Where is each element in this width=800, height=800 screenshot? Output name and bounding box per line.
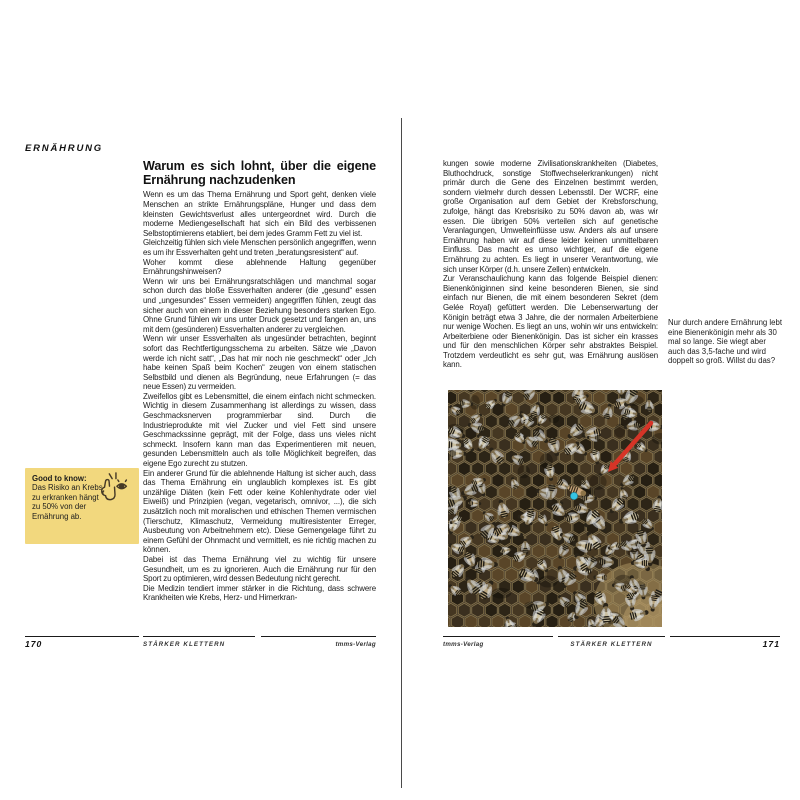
bee-colony-illustration <box>448 390 662 627</box>
page-number-left: 170 <box>25 639 43 649</box>
body-paragraph: Wenn wir unser Essverhalten als ungesünder betrachten, beginnt sofort das Rechtfertigungsschema zu arbeiten. Sätze wie „Davon werde ich nicht satt“, „Das hat mir noch nie geschmeckt“ oder „Ich habe keinen Spaß beim Kochen“ zeugen von einem statischen Selbstbild und dienen als Begründung, neue Erfahrungen (= das neue Essen) zu vermeiden. <box>143 334 376 392</box>
publisher-left: tmms-Verlag <box>335 641 376 648</box>
body-paragraph: Zur Veranschaulichung kann das folgende Beispiel dienen: Bienenköniginnen sind keine besonderen Bienen, sie sind einfach nur Bienen, die mit einem besonderen Sekret (dem Gelée Royal) gefüttert werden. Die Lebenserwartung der Königin beträgt etwa 3 Jahre, die der normalen Arbeiterbiene nur wenige Wochen. Es liegt an uns, wohin wir uns entwickeln: Arbeiterbiene oder Bienenkönigin. Das ist sicher ein krasses und für den menschlichen Körper sehr abstraktes Beispiel. Trotzdem verdeutlicht es sehr gut, was Ernährung auslösen kann. <box>443 274 658 370</box>
footer-rule <box>670 636 780 637</box>
body-paragraph: Dabei ist das Thema Ernährung viel zu wichtig für unsere Gesundheit, um es zu ignorieren. Auch die Ernährung nur für den Sport zu optimieren, wird dessen Bedeutung nicht gerecht. <box>143 554 376 584</box>
section-label: ERNÄHRUNG <box>25 143 103 154</box>
left-text-column <box>143 159 376 603</box>
page-number-right: 171 <box>762 639 780 649</box>
body-paragraph: Woher kommt diese ablehnende Haltung gegenüber Ernährungshinweisen? <box>143 257 376 277</box>
footer-rule <box>443 636 553 637</box>
footer-rule <box>261 636 376 637</box>
body-paragraph: Die Medizin tendiert immer stärker in die Richtung, dass schwere Krankheiten wie Krebs, Herz- und Hirnerkran- <box>143 583 376 603</box>
bee-photo <box>448 390 662 627</box>
body-paragraph: Zweifellos gibt es Lebensmittel, die einem einfach nicht schmecken. Wichtig in diesem Zusammenhang ist allerdings zu wissen, dass Geschmacksnerven programmierbar sind. Durch die Industrieprodukte mit viel Zucker und viel Fett sind unsere Geschmackssinne geprägt, mit der Folge, dass uns vieles nicht schmeckt. Insofern kann man das Experimentieren mit neuen, gesunden Lebensmitteln auch als tolle Möglichkeit begreifen, das eigene Ego zurecht zu stutzen. <box>143 391 376 469</box>
body-paragraph: Wenn wir uns bei Ernährungsratschlägen und manchmal sogar schon durch das bloße Essverhalten anderer (die „gesund“ essen und „ungesundes“ Essen vermeiden) angegriffen fühlen, zeugt das sicher auch von einem in dieser Beziehung besonders starken Ego. Ohne Grund fühlen wir uns unter Druck gesetzt und fangen an, uns mit dem (gesünderen) Essverhalten anderer zu vergleichen. <box>143 276 376 334</box>
body-paragraph: Gleichzeitig fühlen sich viele Menschen persönlich angegriffen, wenn es um ihr Essverhalten geht und treten „beratungsresistent“ auf. <box>143 238 376 257</box>
right-text-column <box>443 159 658 370</box>
article-title: Warum es sich lohnt, über die eigene Ernährung nachzudenken <box>143 159 376 188</box>
side-note: Nur durch andere Ernährung lebt eine Bienenkönigin mehr als 30 mal so lange. Sie wiegt aber auch das 3,5-fache und wird doppelt so groß. Willst du das? <box>668 318 782 365</box>
running-title-right: STÄRKER KLETTERN <box>570 641 653 648</box>
body-paragraph: kungen sowie moderne Zivilisationskrankheiten (Diabetes, Bluthochdruck, sonstige Stoffwechselerkrankungen) nicht primär durch die Gene des Einzelnen bestimmt werden, sondern vielmehr durch dessen Lebensstil. Der WCRF, eine große Organisation auf dem Gebiet der Krebsforschung, zufolge, hängt das Krebsrisiko zu 50% davon ab, was wir essen. Die übrigen 50% verteilen sich auf genetische Veranlagungen, Umwelteinflüsse usw. Anders als auf unsere Ernährung haben wir auf diese leider keinen unmittelbaren Einfluss. Das macht es umso wichtiger, auf die eigene Ernährung zu achten. Es liegt in unserer Verantwortung, wie sich unser Körper (d.h. unsere Zellen) entwickeln. <box>443 159 658 274</box>
publisher-right: tmms-Verlag <box>443 641 484 648</box>
footer-rule <box>558 636 665 637</box>
pointing-hand-eye-icon <box>94 471 136 509</box>
footer-rule <box>143 636 255 637</box>
footer-rule <box>25 636 139 637</box>
page-gutter-divider <box>401 118 402 788</box>
running-title-left: STÄRKER KLETTERN <box>143 641 226 648</box>
info-box-title: Good to know: <box>32 474 87 483</box>
body-paragraph: Ein anderer Grund für die ablehnende Haltung ist sicher auch, dass das Thema Ernährung ein unglaublich komplexes ist. Es gibt unzählige Diäten (kein Fett oder keine Kohlenhydrate oder viel Eiweiß) und Prinzipien (vegan, vegetarisch, omnivor, ...), die sich zusätzlich noch mit moralischen und ethischen Themen vermischen (Tierschutz, Klimaschutz, Vermeidung multiresistenter Erreger, Ausbeutung von Arbeitnehmern etc). Diese Gemengelage führt zu einem Gefühl der Ohnmacht und vermittelt, es nie richtig machen zu können. <box>143 468 376 555</box>
info-box-text: Das Risiko an Krebs zu erkranken hängt zu 50% von der Ernährung ab. <box>32 483 103 521</box>
body-paragraph: Wenn es um das Thema Ernährung und Sport geht, denken viele Menschen an strikte Ernährungspläne, Hunger und dass dem kleinsten Gewichtsverlust alles untergeordnet wird. Durch die moderne Mediengesellschaft hat sich ein Bild des verbissenen Selbstoptimierens etabliert, bei dem jedes Gramm Fett zu viel ist. <box>143 190 376 238</box>
good-to-know-box <box>25 468 139 544</box>
